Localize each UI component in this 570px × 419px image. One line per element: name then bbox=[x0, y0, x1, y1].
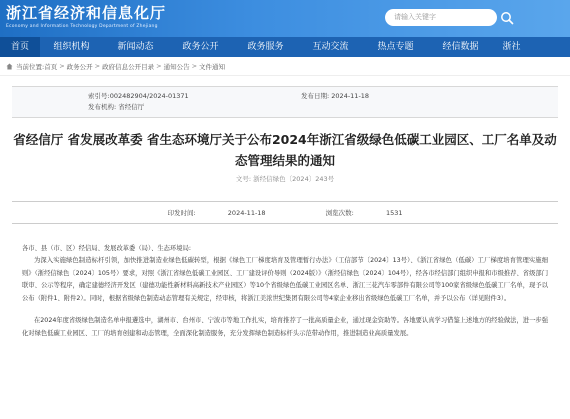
nav-item-home[interactable]: 首页 bbox=[0, 37, 40, 57]
doc-no-value: 浙经信绿色〔2024〕243号 bbox=[253, 175, 335, 183]
view-count-label: 浏览次数: bbox=[325, 209, 354, 217]
publish-info bbox=[0, 208, 570, 217]
search-icon[interactable] bbox=[500, 11, 514, 25]
nav-item-gov-services[interactable]: 政务服务 bbox=[247, 42, 284, 52]
meta-date-value: 2024-11-18 bbox=[331, 92, 370, 100]
logo-title-cn: 浙江省经济和信息化厅 bbox=[6, 4, 167, 22]
doc-no-label: 文号: bbox=[235, 175, 252, 183]
nav-item-zheshe[interactable]: 浙社 bbox=[502, 42, 521, 52]
nav-item-interaction[interactable]: 互动交流 bbox=[312, 42, 349, 52]
meta-issuer-label: 发布机构: bbox=[88, 103, 117, 111]
site-header bbox=[0, 0, 570, 37]
breadcrumb-separator: > bbox=[59, 62, 65, 70]
document-meta bbox=[12, 86, 558, 118]
logo-title-en: Economy and Information Technology Department of Zhejiang bbox=[6, 24, 158, 29]
meta-index-value: 002482904/2024-01371 bbox=[109, 92, 189, 100]
nav-item-gov-affairs[interactable]: 政务公开 bbox=[182, 42, 219, 52]
divider bbox=[12, 201, 558, 202]
nav-item-news[interactable]: 新闻动态 bbox=[117, 42, 154, 52]
document-body bbox=[0, 243, 570, 341]
view-count bbox=[312, 209, 417, 217]
body-paragraph: 在2024年度省级绿色制造名单申报遴选中，湖州市、台州市、宁波市等地工作扎实，培育推荐了一批高质量企业，通过现金资助等。各地要认真学习借鉴上述地方的经验做法，进一步强化对绿色低碳工业园区、工厂的培育创建和动态管理，全面深化制造服务，充分发挥绿色制造标杆头示范带动作用，推进制造业高质量发展。 bbox=[22, 317, 548, 337]
print-date-value: 2024-11-18 bbox=[227, 209, 266, 217]
nav-item-data[interactable]: 经信数据 bbox=[442, 42, 479, 52]
print-date-label: 印发时间: bbox=[167, 209, 196, 217]
nav-item-hot-topics[interactable]: 热点专题 bbox=[377, 42, 414, 52]
breadcrumb-notices[interactable]: 通知公告 bbox=[163, 62, 190, 71]
breadcrumb-home[interactable]: 首页 bbox=[44, 62, 58, 71]
breadcrumb-file-notices[interactable]: 文件通知 bbox=[199, 62, 226, 71]
location-icon bbox=[6, 63, 13, 70]
breadcrumb-gov-affairs[interactable]: 政务公开 bbox=[66, 62, 93, 71]
print-date bbox=[154, 209, 280, 217]
view-count-value: 1531 bbox=[385, 209, 403, 217]
breadcrumb-separator: > bbox=[94, 62, 101, 70]
breadcrumb-separator: > bbox=[156, 62, 162, 70]
salutation: 各市、县（市、区）经信局、发展改革委（局）、生态环境局: bbox=[22, 245, 191, 252]
meta-index bbox=[12, 91, 285, 102]
site-logo[interactable] bbox=[6, 3, 166, 30]
search-input[interactable]: 请输入关键字 bbox=[385, 9, 497, 26]
breadcrumb bbox=[0, 57, 570, 76]
main-nav bbox=[0, 37, 570, 57]
meta-date-label: 发布日期: bbox=[301, 92, 330, 100]
document-number bbox=[0, 174, 570, 183]
body-paragraph: 为深入实施绿色制造标杆引领，加快推进制造业绿色低碳转型，根据《绿色工厂梯度培育及管理暂行办法》（工信部节〔2024〕13号）、《浙江省绿色（低碳）工厂梯度培育管理实施细则》（浙经信绿色〔2024〕105号）要求，对照《浙江省绿色低碳工业园区、工厂建设评价导则（2024版）》（浙经信绿色〔2024〕104号），经各市经信部门组织申报和市级推荐、省级部门联审、公示等程序，确定建德经济开发区（建德功能性新材料高新技术产业园区）等10个省级绿色低碳工业园区名单、浙江三花汽车零部件有限公司等100家省级绿色低碳工厂名单，现予以公布（附件1、附件2）。同时，根据省级绿色制造动态管理有关规定，经审核，将浙江美浓世纪集团有限公司等4家企业移出省级绿色低碳工厂名单，并予以公布（详见附件3）。 bbox=[22, 257, 548, 302]
breadcrumb-catalog[interactable]: 政府信息公开目录 bbox=[102, 62, 155, 71]
nav-item-organization[interactable]: 组织机构 bbox=[53, 42, 90, 52]
document-title: 省经信厅 省发展改革委 省生态环境厅关于公布2024年浙江省级绿色低碳工业园区、工厂名单及动态管理结果的通知 bbox=[13, 132, 557, 168]
divider bbox=[12, 223, 558, 224]
meta-index-label: 索引号: bbox=[88, 92, 110, 100]
meta-issuer-value: 省经信厅 bbox=[118, 103, 145, 111]
meta-issuer bbox=[12, 102, 285, 113]
breadcrumb-separator: > bbox=[191, 62, 198, 70]
meta-date bbox=[285, 91, 558, 102]
breadcrumb-prefix: 当前位置: bbox=[16, 62, 45, 71]
